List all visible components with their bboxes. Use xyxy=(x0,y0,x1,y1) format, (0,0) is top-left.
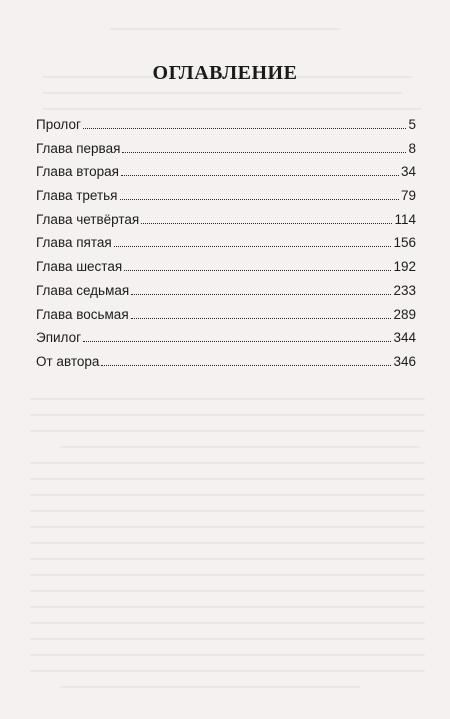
toc-entry-page: 192 xyxy=(393,259,416,275)
toc-entry-prologue[interactable] xyxy=(36,117,416,141)
toc-entry-chapter-5[interactable] xyxy=(36,235,416,259)
toc-entry-page: 79 xyxy=(400,188,416,204)
toc-entry-page: 289 xyxy=(393,306,416,322)
dot-leader xyxy=(83,341,391,342)
toc-entry-page: 34 xyxy=(400,164,416,180)
dot-leader xyxy=(120,199,399,200)
toc-entry-label: Глава четвёртая xyxy=(36,211,140,227)
toc-entry-label: Глава вторая xyxy=(36,164,119,180)
dot-leader xyxy=(83,128,407,129)
dot-leader xyxy=(101,365,391,366)
toc-entry-label: Глава восьмая xyxy=(36,306,129,322)
toc-entry-chapter-8[interactable] xyxy=(36,307,416,331)
toc-entry-page: 233 xyxy=(393,282,416,298)
dot-leader xyxy=(114,246,392,247)
dot-leader xyxy=(141,223,392,224)
toc-entry-chapter-7[interactable] xyxy=(36,283,416,307)
toc-entry-page: 114 xyxy=(394,211,416,227)
toc-title: ОГЛАВЛЕНИЕ xyxy=(152,62,298,84)
toc-entry-author-note[interactable] xyxy=(36,354,416,378)
toc-entry-chapter-6[interactable] xyxy=(36,259,416,283)
toc-entry-chapter-2[interactable] xyxy=(36,164,416,188)
toc-entry-page: 8 xyxy=(408,140,416,156)
toc-entry-label: Глава пятая xyxy=(36,235,112,251)
toc-entry-epilogue[interactable] xyxy=(36,330,416,354)
toc-entry-label: Глава первая xyxy=(36,140,121,156)
toc-entry-label: Эпилог xyxy=(36,330,82,346)
toc-entry-label: Глава третья xyxy=(36,188,118,204)
toc-entry-chapter-1[interactable] xyxy=(36,141,416,165)
toc-entry-label: Пролог xyxy=(36,117,81,132)
toc-entry-page: 344 xyxy=(393,330,416,346)
dot-leader xyxy=(122,152,406,153)
toc-entry-page: 346 xyxy=(393,353,416,369)
toc-entry-label: Глава седьмая xyxy=(36,282,130,298)
toc-list xyxy=(36,117,416,378)
dot-leader xyxy=(131,318,392,319)
dot-leader xyxy=(124,270,391,271)
toc-entry-chapter-3[interactable] xyxy=(36,188,416,212)
toc-entry-label: Глава шестая xyxy=(36,259,123,275)
toc-entry-chapter-4[interactable] xyxy=(36,212,416,236)
toc-entry-label: От автора xyxy=(36,353,100,369)
dot-leader xyxy=(121,175,399,176)
toc-entry-page: 156 xyxy=(393,235,416,251)
dot-leader xyxy=(131,294,391,295)
toc-entry-page: 5 xyxy=(408,117,416,132)
